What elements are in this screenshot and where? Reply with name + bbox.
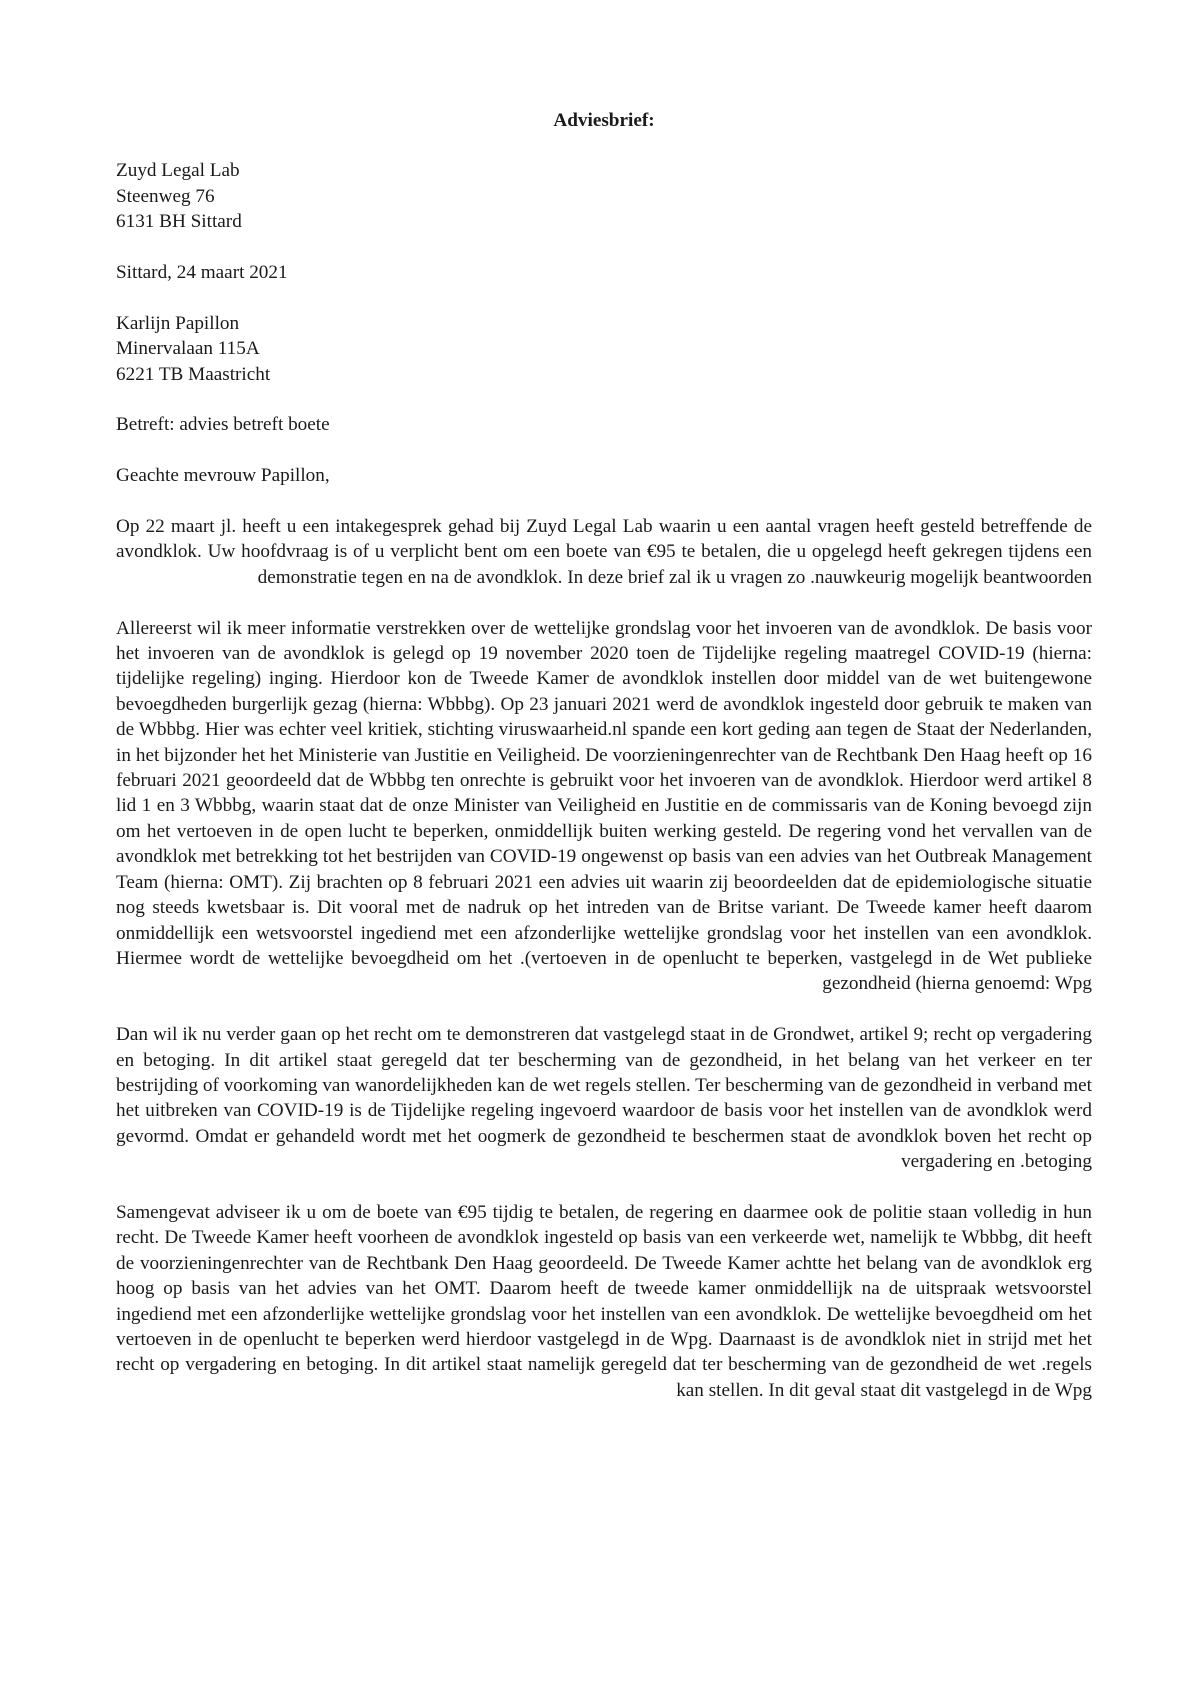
recipient-city: 6221 TB Maastricht bbox=[116, 363, 271, 385]
sender-city: 6131 BH Sittard bbox=[116, 211, 242, 233]
subject-line bbox=[116, 412, 1092, 437]
body-paragraph-conclusion: Samengevat adviseer ik u om de boete van €95 tijdig te betalen, de regering en daarmee ook de politie staan volledig in hun recht. De Tweede Kamer heeft voorheen de avondklok ingesteld op basis van een verkeerde wet, namelijk te Wbbbg, dit heeft de voorzieningenrechter van de Rechtbank Den Haag geoordeeld. De Tweede Kamer achtte het belang van de avondklok erg hoog op basis van het advies van het OMT. Daarom heeft de tweede kamer onmiddellijk na de uitspraak wetsvoorstel ingediend met een afzonderlijke wettelijke grondslag voor het instellen van een avondklok. De wettelijke bevoegdheid om het vertoeven in de openlucht te beperken werd hierdoor vastgelegd in de Wpg. Daarnaast is de avondklok niet in strijd met het recht op vergadering en betoging. In dit artikel staat namelijk geregeld dat ter bescherming van de gezondheid de wet .regels kan stellen. In dit geval staat dit vastgelegd in de Wpg bbox=[116, 1201, 1092, 1401]
letter-page bbox=[116, 108, 1092, 1429]
body-paragraph-legal-basis: Allereerst wil ik meer informatie verstrekken over de wettelijke grondslag voor het invoeren van de avondklok. De basis voor het invoeren van de avondklok is gelegd op 19 november 2020 toen de Tijdelijke regeling maatregel COVID-19 (hierna: tijdelijke regeling) inging. Hierdoor kon de Tweede Kamer de avondklok instellen door middel van de wet buitengewone bevoegdheden burgerlijk gezag (hierna: Wbbbg). Op 23 januari 2021 werd de avondklok ingesteld door gebruik te maken van de Wbbbg. Hier was echter veel kritiek, stichting viruswaarheid.nl spande een kort geding aan tegen de Staat der Nederlanden, in het bijzonder het het Ministerie van Justitie en Veiligheid. De voorzieningenrechter van de Rechtbank Den Haag heeft op 16 februari 2021 geoordeeld dat de Wbbbg ten onrechte is gebruikt voor het invoeren van de avondklok. Hierdoor werd artikel 8 lid 1 en 3 Wbbbg, waarin staat dat de onze Minister van Veiligheid en Justitie en de commissaris van de Koning bevoegd zijn om het vertoeven in de open lucht te beperken, onmiddellijk buiten werking gesteld. De regering vond het vervallen van de avondklok met betrekking tot het bestrijden van COVID-19 ongewenst op basis van een advies van het Outbreak Management Team (hierna: OMT). Zij brachten op 8 februari 2021 een advies uit waarin zij beoordeelden dat de epidemiologische situatie nog steeds kwetsbaar is. Dit vooral met de nadruk op het intreden van de Britse variant. De Tweede kamer heeft daarom onmiddellijk een wetsvoorstel ingediend met een afzonderlijke wettelijke grondslag voor het instellen van een avondklok. Hiermee wordt de wettelijke bevoegdheid om het .(vertoeven in de openlucht te beperken, vastgelegd in de Wet publieke gezondheid (hierna genoemd: Wpg bbox=[116, 617, 1092, 995]
sender-address bbox=[116, 158, 1092, 234]
salutation bbox=[116, 463, 1092, 488]
recipient-name: Karlijn Papillon bbox=[116, 312, 240, 334]
date-text: Sittard, 24 maart 2021 bbox=[116, 262, 288, 284]
recipient-address bbox=[116, 311, 1092, 387]
sender-name: Zuyd Legal Lab bbox=[116, 160, 240, 182]
letter-title: Adviesbrief: bbox=[553, 110, 655, 131]
recipient-street: Minervalaan 115A bbox=[116, 338, 260, 360]
subject-text: Betreft: advies betreft boete bbox=[116, 414, 330, 436]
body-paragraph-intro: Op 22 maart jl. heeft u een intakegesprek gehad bij Zuyd Legal Lab waarin u een aantal vragen heeft gesteld betreffende de avondklok. Uw hoofdvraag is of u verplicht bent om een boete van €95 te betalen, die u opgelegd heeft gekregen tijdens een demonstratie tegen en na de avondklok. In deze brief zal ik u vragen zo .nauwkeurig mogelijk beantwoorden bbox=[116, 516, 1092, 588]
sender-street: Steenweg 76 bbox=[116, 185, 215, 207]
body-paragraph-right-to-demonstrate: Dan wil ik nu verder gaan op het recht om te demonstreren dat vastgelegd staat in de Grondwet, artikel 9; recht op vergadering en betoging. In dit artikel staat geregeld dat ter bescherming van de gezondheid, in het belang van het verkeer en ter bestrijding of voorkoming van wanordelijkheden kan de wet regels stellen. Ter bescherming van de gezondheid in verband met het uitbreken van COVID-19 is de Tijdelijke regeling ingevoerd waardoor de basis voor het instellen van de avondklok werd gevormd. Omdat er gehandeld wordt met het oogmerk de gezondheid te beschermen staat de avondklok boven het recht op vergadering en .betoging bbox=[116, 1024, 1092, 1173]
salutation-text: Geachte mevrouw Papillon, bbox=[116, 465, 330, 487]
date-line bbox=[116, 260, 1092, 285]
